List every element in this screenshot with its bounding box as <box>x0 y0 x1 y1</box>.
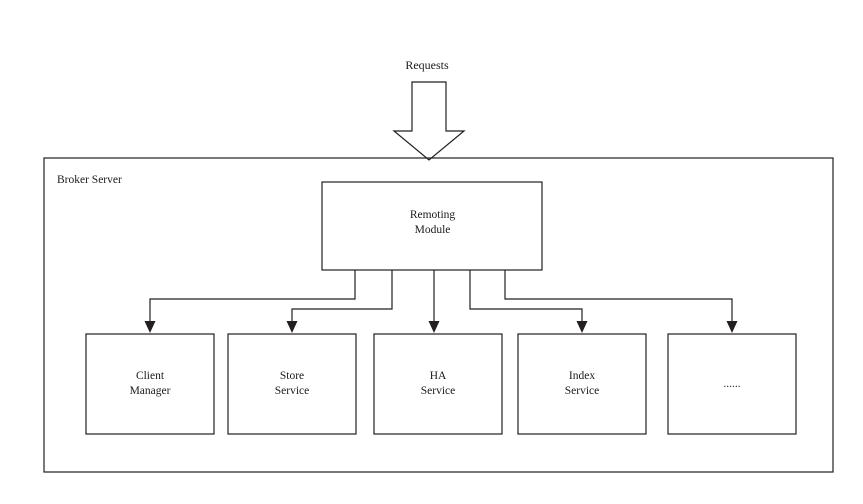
store-service-label: Store Service <box>274 370 310 397</box>
remoting-module-label: Remoting Module <box>409 209 456 236</box>
client-manager-label: Client Manager <box>129 370 171 397</box>
broker-server-label: Broker Server <box>57 174 122 186</box>
more-services-label: ...... <box>723 378 741 390</box>
requests-arrow-icon <box>394 82 464 160</box>
connector-arrowheads <box>145 321 738 333</box>
connector-lines <box>150 270 732 322</box>
remoting-module-box <box>322 182 542 270</box>
index-service-label: Index Service <box>564 370 600 397</box>
service-boxes <box>86 334 796 434</box>
requests-label: Requests <box>405 58 449 72</box>
ha-service-label: HA Service <box>420 370 456 397</box>
